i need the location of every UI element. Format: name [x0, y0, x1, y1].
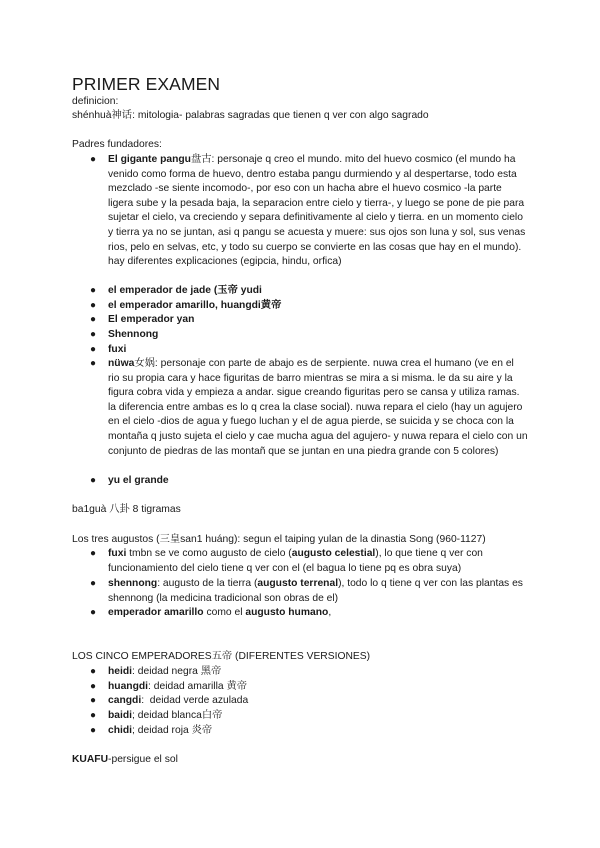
list-item-huangdi: el emperador amarillo, huangdi黄帝	[108, 300, 282, 311]
augusto-name: fuxi	[108, 548, 127, 559]
augusto-name: shennong	[108, 578, 158, 589]
bullet: ●	[89, 344, 97, 355]
emperador-name: chidi	[108, 725, 133, 736]
list-item-heidi	[108, 665, 221, 680]
padres-label: Padres fundadores:	[72, 139, 162, 150]
kuafu-name: KUAFU	[72, 754, 109, 765]
list-item-augusto-fuxi	[108, 547, 528, 576]
augustos-intro: Los tres augustos (三皇san1 huáng): segun el taiping yulan de la dinastia Song (960-1127)	[72, 534, 486, 545]
list-item-nuwa	[108, 357, 528, 459]
bullet: ●	[89, 681, 97, 692]
emperador-text: : deidad amarilla 黄帝	[148, 681, 248, 692]
bullet: ●	[89, 725, 97, 736]
kuafu-text: -persigue el sol	[108, 754, 178, 765]
emperador-text: ; deidad roja 炎帝	[132, 725, 213, 736]
list-item-pangu	[108, 153, 528, 270]
bullet: ●	[89, 475, 97, 486]
list-item-yan: El emperador yan	[108, 314, 195, 325]
pangu-text: : personaje q creo el mundo. mito del huevo cosmico (el mundo ha venido como forma de huevo, dentro estaba pangu durmiendo y al despertarse, todo esta mezclado -se siente incomodo-, por eso con un hacha abre el huevo cosmico -la parte ligera sube y la pesada baja, la separacion entre cielo y tierra-, y luego se pone de pie para sujetar el cielo, va creciendo y separa definitivamente al cielo y tierra. en un momento cielo y tierra ya no se juntan, asi q pangu se acuesta y muere: sus ojos son luna y sol, sus venas rios, pelo en selvas, etc, y todo su cuerpo se convierte en las cosas que hay en el mundo). hay diferentes explicaciones (egipcia, hindu, orfica)	[108, 154, 526, 268]
emperador-name: baidi	[108, 710, 133, 721]
nuwa-text: : personaje con parte de abajo es de serpiente. nuwa crea el humano (ve en el rio su propia cara y hace figuritas de barro mientras se mira a si misma. le da su aire y la figura cobra vida y empieza a andar. sigue creando figuritas pero se cansa y utiliza ramas. la diferencia entre ambas es lo q crea la clase social). nuwa repara el cielo (hay un agujero en el cielo -dios de agua y fuego luchan y el de agua pierde, se suicida y se choca con la montaña q justo sujeta el cielo y cae mucha agua del agujero- y nuwa repara el cielo con un conjunto de piedras de las montañ que se juntan en una piedra grande con 5 colores)	[108, 358, 528, 457]
bullet: ●	[89, 358, 97, 369]
bullet: ●	[89, 285, 97, 296]
bullet: ●	[89, 710, 97, 721]
bullet: ●	[89, 329, 97, 340]
augusto-text: ,	[328, 607, 332, 618]
list-item-cangdi	[108, 694, 248, 709]
shenhua-term: shénhuà神话	[72, 110, 133, 121]
kuafu-line	[72, 753, 178, 768]
augusto-title: augusto terrenal	[257, 578, 339, 589]
emperador-text: ; deidad blanca白帝	[132, 710, 223, 721]
list-item-fuxi: fuxi	[108, 344, 127, 355]
augusto-name: emperador amarillo	[108, 607, 204, 618]
page-title: PRIMER EXAMEN	[72, 74, 221, 94]
augusto-text: : augusto de la tierra (	[157, 578, 258, 589]
list-item-yu: yu el grande	[108, 475, 169, 486]
augusto-title: augusto celestial	[291, 548, 376, 559]
list-item-chidi	[108, 724, 212, 739]
augusto-text: ), lo que tiene q ver con funcionamiento del cielo tiene q ver con el (el bagua lo tiene pq es obra suya)	[108, 548, 483, 574]
definicion-label: definicion:	[72, 96, 119, 107]
list-item-jade: el emperador de jade (玉帝 yudi	[108, 285, 262, 296]
bullet: ●	[89, 314, 97, 325]
bullet: ●	[89, 154, 97, 165]
cinco-title: LOS CINCO EMPERADORES五帝 (DIFERENTES VERSIONES)	[72, 651, 371, 662]
list-item-augusto-amarillo	[108, 606, 331, 621]
augusto-text: como el	[203, 607, 246, 618]
list-item-baidi	[108, 709, 222, 724]
emperador-name: huangdi	[108, 681, 149, 692]
shenhua-definition	[72, 109, 429, 124]
bullet: ●	[89, 666, 97, 677]
list-item-huangdi-cinco	[108, 680, 247, 695]
bullet: ●	[89, 607, 97, 618]
bagua-line: ba1guà 八卦 8 tigramas	[72, 504, 181, 515]
bullet: ●	[89, 578, 97, 589]
augusto-text: tmbn se ve como augusto de cielo (	[126, 548, 292, 559]
emperador-text: : deidad negra 黑帝	[132, 666, 222, 677]
bullet: ●	[89, 548, 97, 559]
pangu-name: El gigante pangu	[108, 154, 191, 165]
shenhua-text: : mitologia- palabras sagradas que tienen q ver con algo sagrado	[132, 110, 429, 121]
bullet: ●	[89, 300, 97, 311]
list-item-augusto-shennong	[108, 577, 528, 606]
pangu-han: 盘古	[190, 154, 212, 165]
emperador-name: cangdi	[108, 695, 142, 706]
augusto-title: augusto humano	[245, 607, 329, 618]
emperador-name: heidi	[108, 666, 133, 677]
nuwa-han: 女娲	[134, 358, 155, 369]
augusto-text: ), todo lo q tiene q ver con las plantas es shennong (la medicina tradicional son obras de el)	[108, 578, 523, 604]
nuwa-name: nüwa	[108, 358, 135, 369]
bullet: ●	[89, 695, 97, 706]
list-item-shennong: Shennong	[108, 329, 159, 340]
emperador-text: : deidad verde azulada	[141, 695, 249, 706]
